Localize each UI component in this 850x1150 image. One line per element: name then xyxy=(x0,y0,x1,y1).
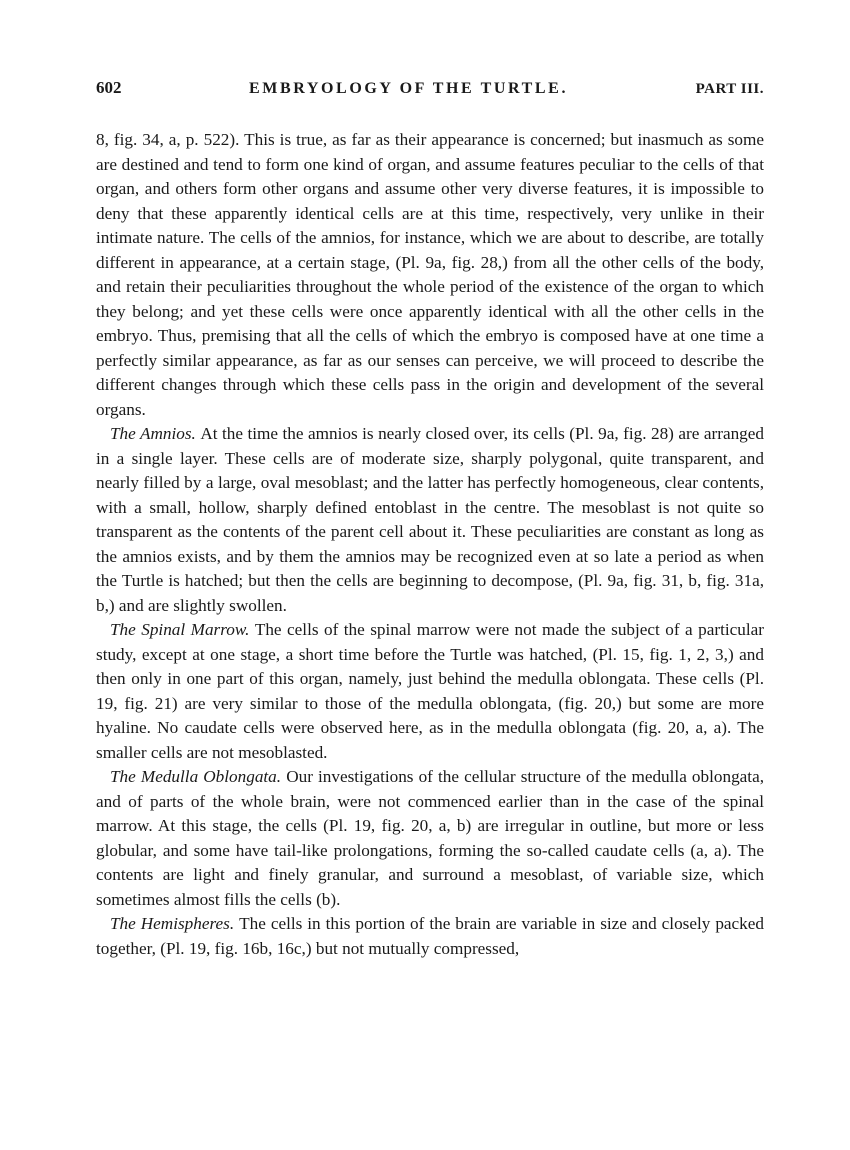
paragraph-text: The cells of the spinal marrow were not made the subject of a particular study, except at one stage, a short time before the Turtle was hatched, (Pl. 15, fig. 1, 2, 3,) and then only in one part of this organ, namely, just behind the medulla oblongata. These cells (Pl. 19, fig. 21) are very similar to those of the medulla oblongata, (fig. 20,) but some are more hyaline. No caudate cells were observed here, as in the medulla oblongata (fig. 20, a, a). The smaller cells are not mesoblasted. xyxy=(96,620,765,762)
running-header xyxy=(96,78,764,112)
paragraph-medulla-oblongata xyxy=(96,765,764,912)
section-heading-hemispheres: The Hemispheres. xyxy=(110,914,240,933)
paragraph-text: Our investigations of the cellular structure of the medulla oblongata, and of parts of the whole brain, were not commenced earlier than in the case of the spinal marrow. At this stage, the cells (Pl. 19, fig. 20, a, b) are irregular in outline, but more or less globular, and some have tail-like prolongations, forming the so-called caudate cells (a, a). The contents are light and finely granular, and surround a mesoblast, of variable size, which sometimes almost fills the cells (b). xyxy=(96,767,765,909)
paragraph-text: At the time the amnios is nearly closed over, its cells (Pl. 9a, fig. 28) are arranged in a single layer. These cells are of moderate size, sharply polygonal, quite transparent, and nearly filled by a large, oval mesoblast; and the latter has perfectly homogeneous, clear contents, with a small, hollow, sharply defined entoblast in the centre. The mesoblast is not quite so transparent as the contents of the parent cell about it. These peculiarities are constant as long as the amnios exists, and by them the amnios may be recognized even at so late a period as when the Turtle is hatched; but then the cells are beginning to decompose, (Pl. 9a, fig. 31, b, fig. 31a, b,) and are slightly swollen. xyxy=(96,424,764,615)
body-text xyxy=(96,128,764,961)
section-heading-spinal-marrow: The Spinal Marrow. xyxy=(110,620,255,639)
running-title: EMBRYOLOGY OF THE TURTLE. xyxy=(249,80,569,97)
page-number: 602 xyxy=(96,78,122,97)
section-heading-amnios: The Amnios. xyxy=(110,424,201,443)
part-label: PART III. xyxy=(695,81,764,97)
paragraph-continuation xyxy=(96,128,764,422)
paragraph-text: The cells in this portion of the brain are variable in size and closely packed together, (Pl. 19, fig. 16b, 16c,) but not mutually compressed, xyxy=(96,914,764,958)
paragraph-spinal-marrow xyxy=(96,618,764,765)
paragraph-amnios xyxy=(96,422,764,618)
section-heading-medulla-oblongata: The Medulla Oblongata. xyxy=(110,767,287,786)
paragraph-text: 8, fig. 34, a, p. 522). This is true, as far as their appearance is concerned; but inasmuch as some are destined and tend to form one kind of organ, and assume features peculiar to the cells of that organ, and others form other organs and assume other very diverse features, it is impossible to deny that these apparently identical cells are at this time, respectively, very unlike in their intimate nature. The cells of the amnios, for instance, which we are about to describe, are totally different in appearance, at a certain stage, (Pl. 9a, fig. 28,) from all the other cells of the body, and retain their peculiarities throughout the whole period of the existence of the organ to which they belong; and yet these cells were once apparently identical with all the other cells in the embryo. Thus, premising that all the cells of which the embryo is composed have at one time a perfectly similar appearance, as far as our senses can perceive, we will proceed to describe the different changes through which these cells pass in the origin and development of the several organs. xyxy=(96,130,764,419)
document-page xyxy=(96,78,764,961)
paragraph-hemispheres xyxy=(96,912,764,961)
